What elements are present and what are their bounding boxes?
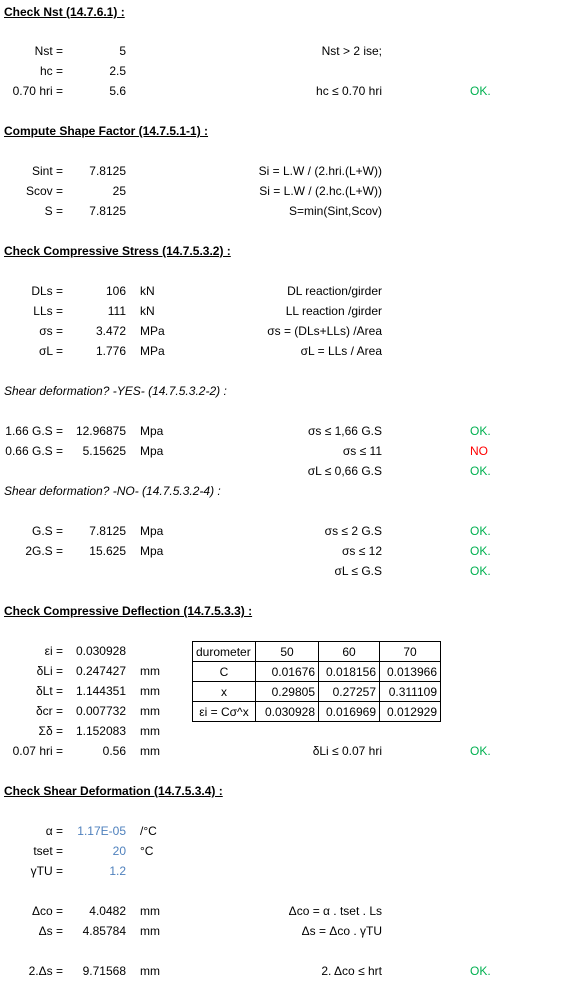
status-ok: OK. — [470, 464, 491, 478]
row-formula: σL = LLs / Area — [300, 344, 382, 358]
row-formula: hc ≤ 0.70 hri — [316, 84, 382, 98]
row-unit: Mpa — [140, 424, 164, 438]
table-cell: 0.012929 — [380, 702, 441, 722]
row-unit: MPa — [140, 344, 165, 358]
table-header-row — [193, 642, 441, 662]
row-label: 0.70 hri = — [12, 84, 63, 98]
row-value: 3.472 — [95, 324, 126, 338]
row-label: Nst = — [34, 44, 63, 58]
section-heading-shape-factor: Compute Shape Factor (14.7.5.1-1) : — [4, 124, 209, 138]
table-cell: 0.016969 — [319, 702, 380, 722]
row-value: 9.71568 — [82, 964, 126, 978]
row-formula: Si = L.W / (2.hri.(L+W)) — [258, 164, 382, 178]
row-formula: Δco = α . tset . Ls — [288, 904, 382, 918]
table-row — [193, 702, 441, 722]
row-label: σL = — [39, 344, 63, 358]
row-label: DLs = — [31, 284, 63, 298]
row-label: δLt = — [35, 684, 63, 698]
row-unit: MPa — [140, 324, 165, 338]
row-unit: mm — [140, 904, 160, 918]
input-value: 1.2 — [109, 864, 126, 878]
row-value: 15.625 — [89, 544, 126, 558]
row-unit: mm — [140, 744, 160, 758]
row-formula: Nst > 2 ise; — [321, 44, 382, 58]
row-unit: mm — [140, 724, 160, 738]
table-cell: x — [193, 682, 256, 702]
row-label: S = — [44, 204, 63, 218]
row-unit: Mpa — [140, 544, 164, 558]
row-value: 25 — [112, 184, 126, 198]
status-ok: OK. — [470, 524, 491, 538]
row-formula: LL reaction /girder — [285, 304, 382, 318]
table-cell: 0.311109 — [380, 682, 441, 702]
row-formula: σs ≤ 12 — [341, 544, 382, 558]
section-heading-shear-yes: Shear deformation? -YES- (14.7.5.3.2-2) : — [4, 384, 227, 398]
row-unit: mm — [140, 704, 160, 718]
row-value: 7.8125 — [89, 164, 126, 178]
row-formula: Si = L.W / (2.hc.(L+W)) — [259, 184, 382, 198]
table-cell: 0.013966 — [380, 662, 441, 682]
durometer-table — [192, 641, 441, 722]
row-value: 4.85784 — [82, 924, 126, 938]
section-heading-shear-no: Shear deformation? -NO- (14.7.5.3.2-4) : — [4, 484, 221, 498]
row-value: 7.8125 — [89, 524, 126, 538]
table-cell: 0.01676 — [256, 662, 319, 682]
row-value: 0.247427 — [75, 664, 126, 678]
row-formula: Δs = Δco . γTU — [301, 924, 382, 938]
table-cell: C — [193, 662, 256, 682]
row-formula: DL reaction/girder — [287, 284, 382, 298]
row-value: 106 — [105, 284, 126, 298]
row-label: G.S = — [31, 524, 63, 538]
row-unit: mm — [140, 684, 160, 698]
row-formula: σs = (DLs+LLs) /Area — [267, 324, 382, 338]
table-header-cell: 60 — [319, 642, 380, 662]
row-formula: σL ≤ G.S — [334, 564, 382, 578]
row-label: εi = — [44, 644, 63, 658]
row-value: 5.6 — [109, 84, 126, 98]
row-label: γTU = — [30, 864, 63, 878]
row-value: 7.8125 — [89, 204, 126, 218]
row-label: 1.66 G.S = — [5, 424, 63, 438]
row-unit: mm — [140, 924, 160, 938]
row-unit: mm — [140, 964, 160, 978]
row-value: 0.007732 — [75, 704, 126, 718]
row-label: 0.07 hri = — [12, 744, 63, 758]
row-value: 0.030928 — [75, 644, 126, 658]
table-header-cell: 70 — [380, 642, 441, 662]
row-value: 1.776 — [95, 344, 126, 358]
row-value: 0.56 — [102, 744, 126, 758]
table-row — [193, 662, 441, 682]
row-unit: Mpa — [140, 524, 164, 538]
row-formula: δLi ≤ 0.07 hri — [312, 744, 382, 758]
row-value: 111 — [107, 304, 126, 318]
status-ok: OK. — [470, 424, 491, 438]
row-formula: S=min(Sint,Scov) — [288, 204, 382, 218]
row-label: Σδ = — [38, 724, 63, 738]
table-cell: 0.27257 — [319, 682, 380, 702]
row-value: 4.0482 — [89, 904, 126, 918]
section-heading-nst: Check Nst (14.7.6.1) : — [4, 5, 125, 19]
row-value: 1.144351 — [75, 684, 126, 698]
row-unit: kN — [140, 284, 155, 298]
row-label: δcr = — [35, 704, 63, 718]
table-row — [193, 682, 441, 702]
table-cell: εi = Cσ^x — [193, 702, 256, 722]
table-cell: 0.29805 — [256, 682, 319, 702]
table-header-cell: 50 — [256, 642, 319, 662]
row-unit: kN — [140, 304, 155, 318]
row-label: Δs = — [38, 924, 63, 938]
row-unit: °C — [140, 844, 154, 858]
row-label: 2.Δs = — [28, 964, 63, 978]
row-value: 12.96875 — [75, 424, 126, 438]
status-ok: OK. — [470, 564, 491, 578]
table-header-cell: durometer — [193, 642, 256, 662]
row-formula: 2. Δco ≤ hrt — [321, 964, 382, 978]
row-formula: σs ≤ 2 G.S — [324, 524, 382, 538]
row-unit: Mpa — [140, 444, 164, 458]
status-no: NO — [470, 444, 488, 458]
status-ok: OK. — [470, 964, 491, 978]
row-value: 2.5 — [109, 64, 126, 78]
row-unit: /°C — [140, 824, 157, 838]
row-formula: σs ≤ 11 — [342, 444, 382, 458]
row-label: tset = — [33, 844, 63, 858]
row-value: 5 — [119, 44, 126, 58]
row-label: α = — [45, 824, 63, 838]
section-heading-compressive-stress: Check Compressive Stress (14.7.5.3.2) : — [4, 244, 231, 258]
row-label: LLs = — [33, 304, 63, 318]
row-label: δLi = — [36, 664, 63, 678]
table-cell: 0.018156 — [319, 662, 380, 682]
row-label: 2G.S = — [25, 544, 63, 558]
section-heading-shear-deformation: Check Shear Deformation (14.7.5.3.4) : — [4, 784, 223, 798]
status-ok: OK. — [470, 744, 491, 758]
row-label: Sint = — [31, 164, 63, 178]
row-value: 5.15625 — [82, 444, 126, 458]
row-formula: σL ≤ 0,66 G.S — [307, 464, 382, 478]
row-label: Δco = — [31, 904, 63, 918]
status-ok: OK. — [470, 544, 491, 558]
row-label: 0.66 G.S = — [5, 444, 63, 458]
row-label: hc = — [39, 64, 63, 78]
input-value: 20 — [112, 844, 126, 858]
input-value: 1.17E-05 — [77, 824, 126, 838]
row-unit: mm — [140, 664, 160, 678]
section-heading-compressive-deflection: Check Compressive Deflection (14.7.5.3.3) : — [4, 604, 253, 618]
row-label: σs = — [39, 324, 63, 338]
row-formula: σs ≤ 1,66 G.S — [307, 424, 382, 438]
table-cell: 0.030928 — [256, 702, 319, 722]
row-value: 1.152083 — [75, 724, 126, 738]
row-label: Scov = — [25, 184, 63, 198]
status-ok: OK. — [470, 84, 491, 98]
